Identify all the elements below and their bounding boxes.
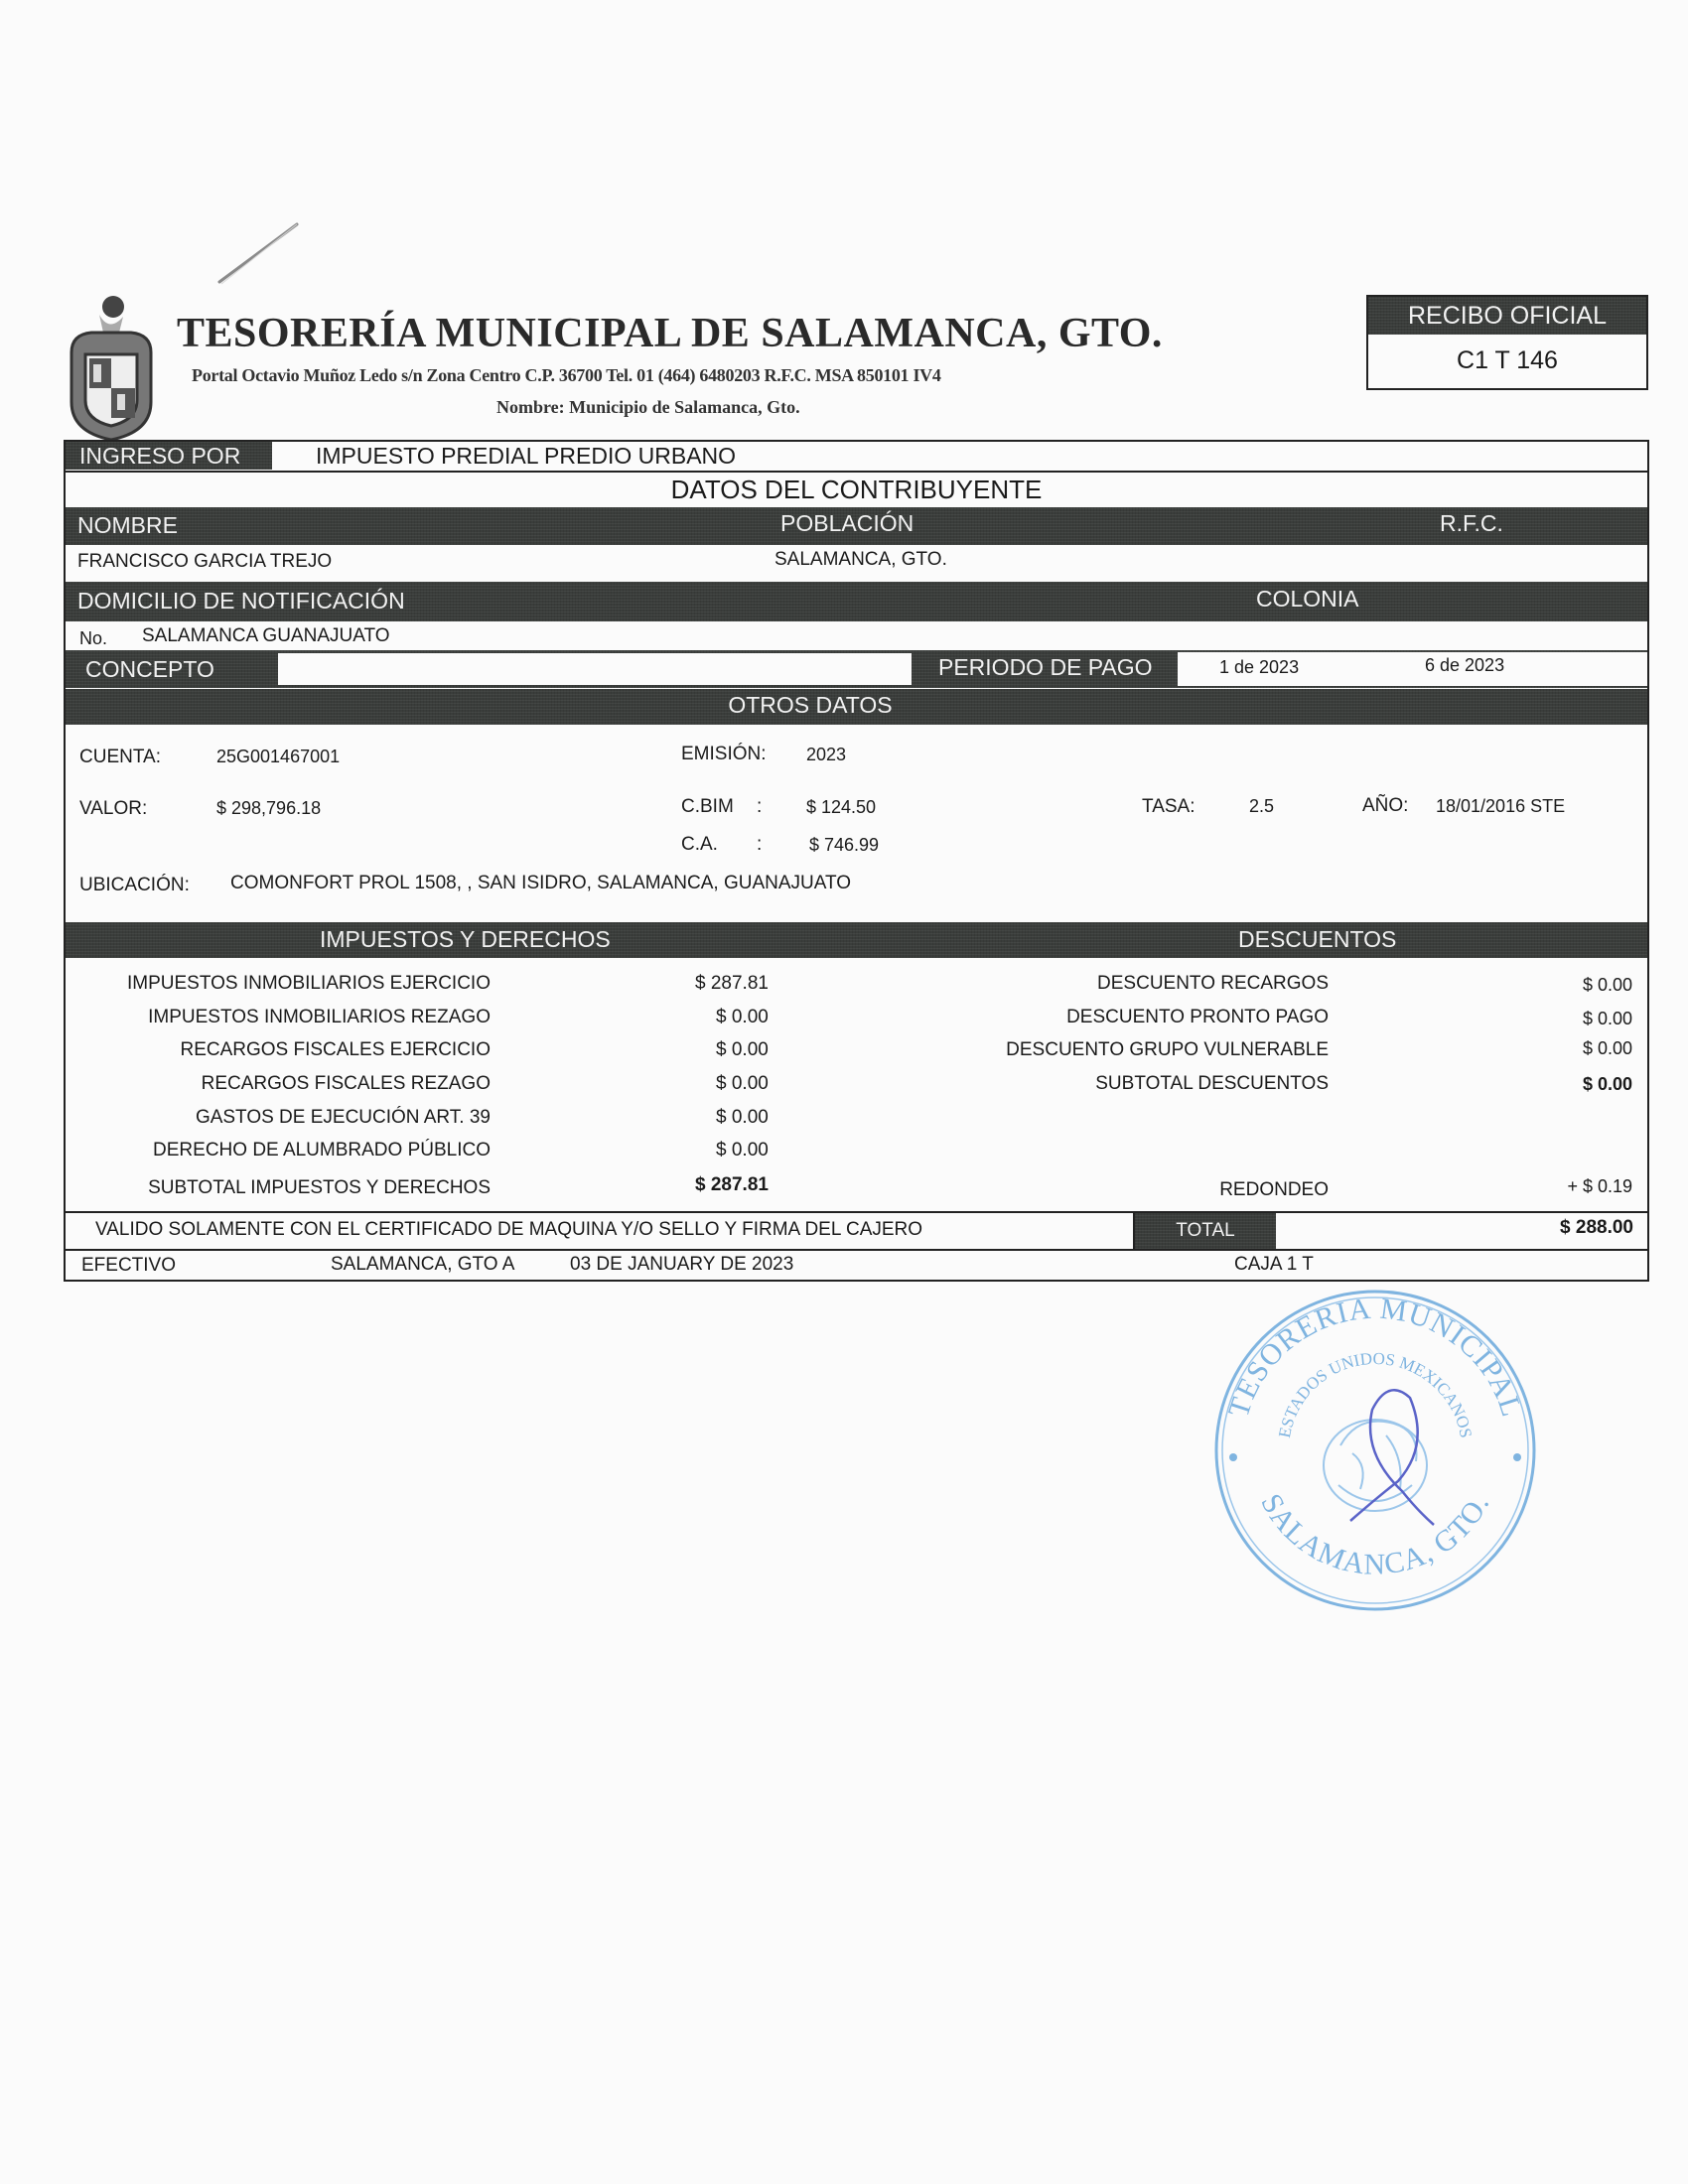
periodo-label: PERIODO DE PAGO — [938, 654, 1153, 680]
total-label-box — [1135, 1213, 1276, 1249]
cbim-colon: : — [757, 796, 763, 817]
descuento-amount: $ 0.00 — [1582, 975, 1632, 995]
cbim-label: C.BIM — [681, 796, 734, 817]
divider — [66, 1249, 1647, 1251]
concepto-value-field — [278, 653, 912, 685]
ubicacion-label: UBICACIÓN: — [79, 875, 190, 895]
redondeo-value: + $ 0.19 — [1567, 1176, 1632, 1196]
stamp-inner-text: ESTADOS UNIDOS MEXICANOS — [1274, 1348, 1477, 1439]
total-label: TOTAL — [1176, 1220, 1235, 1241]
poblacion-value: SALAMANCA, GTO. — [774, 549, 947, 570]
nombre-label: NOMBRE — [77, 512, 178, 538]
concepto-label: CONCEPTO — [85, 656, 214, 682]
receipt-number: C1 T 146 — [1457, 346, 1558, 374]
pen-mark — [213, 220, 303, 290]
ca-colon: : — [757, 834, 763, 855]
impuesto-amount: $ 0.00 — [716, 1107, 769, 1128]
impuestos-descuentos-bar — [66, 922, 1647, 958]
valor-label: VALOR: — [79, 798, 148, 819]
ubicacion-value: COMONFORT PROL 1508, , SAN ISIDRO, SALAMANCA, GUANAJUATO — [230, 873, 852, 893]
periodo-inicio: 1 de 2023 — [1219, 657, 1300, 677]
descuento-amount: $ 0.00 — [1582, 1009, 1632, 1028]
ca-value: $ 746.99 — [809, 835, 880, 855]
concepto-value — [278, 658, 286, 679]
impuesto-amount: $ 287.81 — [695, 973, 769, 994]
descuento-label: DESCUENTO PRONTO PAGO — [1066, 1007, 1329, 1027]
poblacion-label: POBLACIÓN — [780, 510, 914, 536]
descuento-label: DESCUENTO GRUPO VULNERABLE — [1006, 1039, 1329, 1060]
impuestos-subtotal-label: SUBTOTAL IMPUESTOS Y DERECHOS — [148, 1177, 491, 1198]
impuesto-label: GASTOS DE EJECUCIÓN ART. 39 — [195, 1107, 491, 1128]
header-nombre: Nombre: Municipio de Salamanca, Gto. — [496, 397, 800, 417]
no-label: No. — [79, 628, 108, 648]
anio-label: AÑO: — [1362, 795, 1409, 816]
colonia-label: COLONIA — [1256, 586, 1359, 612]
impuesto-amount: $ 0.00 — [716, 1007, 769, 1027]
descuentos-title: DESCUENTOS — [1238, 926, 1397, 952]
otros-datos-title: OTROS DATOS — [728, 692, 893, 718]
valor-value: $ 298,796.18 — [216, 798, 322, 818]
impuesto-amount: $ 0.00 — [716, 1073, 769, 1094]
impuesto-label: IMPUESTOS INMOBILIARIOS EJERCICIO — [127, 973, 491, 994]
emision-label: EMISIÓN: — [681, 744, 767, 764]
tasa-value: 2.5 — [1249, 796, 1275, 816]
divider — [66, 1211, 1647, 1213]
cuenta-label: CUENTA: — [79, 747, 161, 767]
tasa-label: TASA: — [1142, 796, 1196, 817]
divider — [66, 471, 1647, 473]
impuesto-label: IMPUESTOS INMOBILIARIOS REZAGO — [148, 1007, 491, 1027]
cuenta-value: 25G001467001 — [216, 747, 341, 766]
receipt-label: RECIBO OFICIAL — [1368, 297, 1646, 335]
impuesto-amount: $ 0.00 — [716, 1039, 769, 1060]
total-value: $ 288.00 — [1560, 1217, 1633, 1238]
domicilio-value: SALAMANCA GUANAJUATO — [142, 625, 390, 646]
signature — [1350, 1390, 1434, 1525]
stamp-outer-text: TESORERIA MUNICIPAL — [1221, 1292, 1529, 1422]
ingreso-label: INGRESO POR — [66, 442, 272, 470]
periodo-fin: 6 de 2023 — [1425, 655, 1505, 675]
impuesto-amount: $ 0.00 — [716, 1140, 769, 1160]
stamp-bottom-text: SALAMANCA, GTO. — [1254, 1488, 1496, 1581]
forma-pago: EFECTIVO — [81, 1255, 177, 1276]
anio-value: 18/01/2016 STE — [1436, 796, 1566, 816]
cbim-value: $ 124.50 — [806, 797, 877, 817]
svg-text:ESTADOS UNIDOS MEXICANOS — [1275, 1349, 1476, 1439]
nombre-value: FRANCISCO GARCIA TREJO — [77, 551, 333, 572]
fecha: 03 DE JANUARY DE 2023 — [570, 1254, 794, 1275]
descuentos-subtotal: $ 0.00 — [1582, 1074, 1632, 1094]
receipt-box — [1366, 295, 1648, 390]
descuentos-subtotal-label: SUBTOTAL DESCUENTOS — [1095, 1073, 1329, 1094]
impuestos-title: IMPUESTOS Y DERECHOS — [320, 926, 611, 952]
eagle-emblem-icon — [1324, 1420, 1427, 1511]
impuesto-label: DERECHO DE ALUMBRADO PÚBLICO — [153, 1140, 491, 1160]
svg-text:SALAMANCA, GTO. — [1254, 1488, 1495, 1580]
rfc-label: R.F.C. — [1440, 510, 1503, 536]
contribuyente-section-title: DATOS DEL CONTRIBUYENTE — [670, 475, 1043, 504]
emision-value: 2023 — [806, 745, 847, 764]
domicilio-label: DOMICILIO DE NOTIFICACIÓN — [77, 588, 405, 614]
page-title: TESORERÍA MUNICIPAL DE SALAMANCA, GTO. — [177, 311, 1163, 356]
impuestos-subtotal: $ 287.81 — [695, 1174, 769, 1195]
municipal-seal-stamp — [1211, 1287, 1539, 1614]
validez-note: VALIDO SOLAMENTE CON EL CERTIFICADO DE MAQUINA Y/O SELLO Y FIRMA DEL CAJERO — [95, 1219, 923, 1240]
ca-label: C.A. — [681, 834, 718, 855]
coat-of-arms-icon — [62, 293, 161, 442]
impuesto-label: RECARGOS FISCALES REZAGO — [201, 1073, 491, 1094]
descuento-label: DESCUENTO RECARGOS — [1097, 973, 1329, 994]
header-address: Portal Octavio Muñoz Ledo s/n Zona Centro C.P. 36700 Tel. 01 (464) 6480203 R.F.C. MSA 850101 IV4 — [192, 365, 941, 385]
ingreso-value: IMPUESTO PREDIAL PREDIO URBANO — [316, 443, 737, 469]
descuento-amount: $ 0.00 — [1582, 1038, 1632, 1058]
lugar: SALAMANCA, GTO A — [331, 1254, 515, 1275]
redondeo-label: REDONDEO — [1219, 1179, 1329, 1200]
caja: CAJA 1 T — [1234, 1254, 1314, 1275]
impuesto-label: RECARGOS FISCALES EJERCICIO — [180, 1039, 491, 1060]
